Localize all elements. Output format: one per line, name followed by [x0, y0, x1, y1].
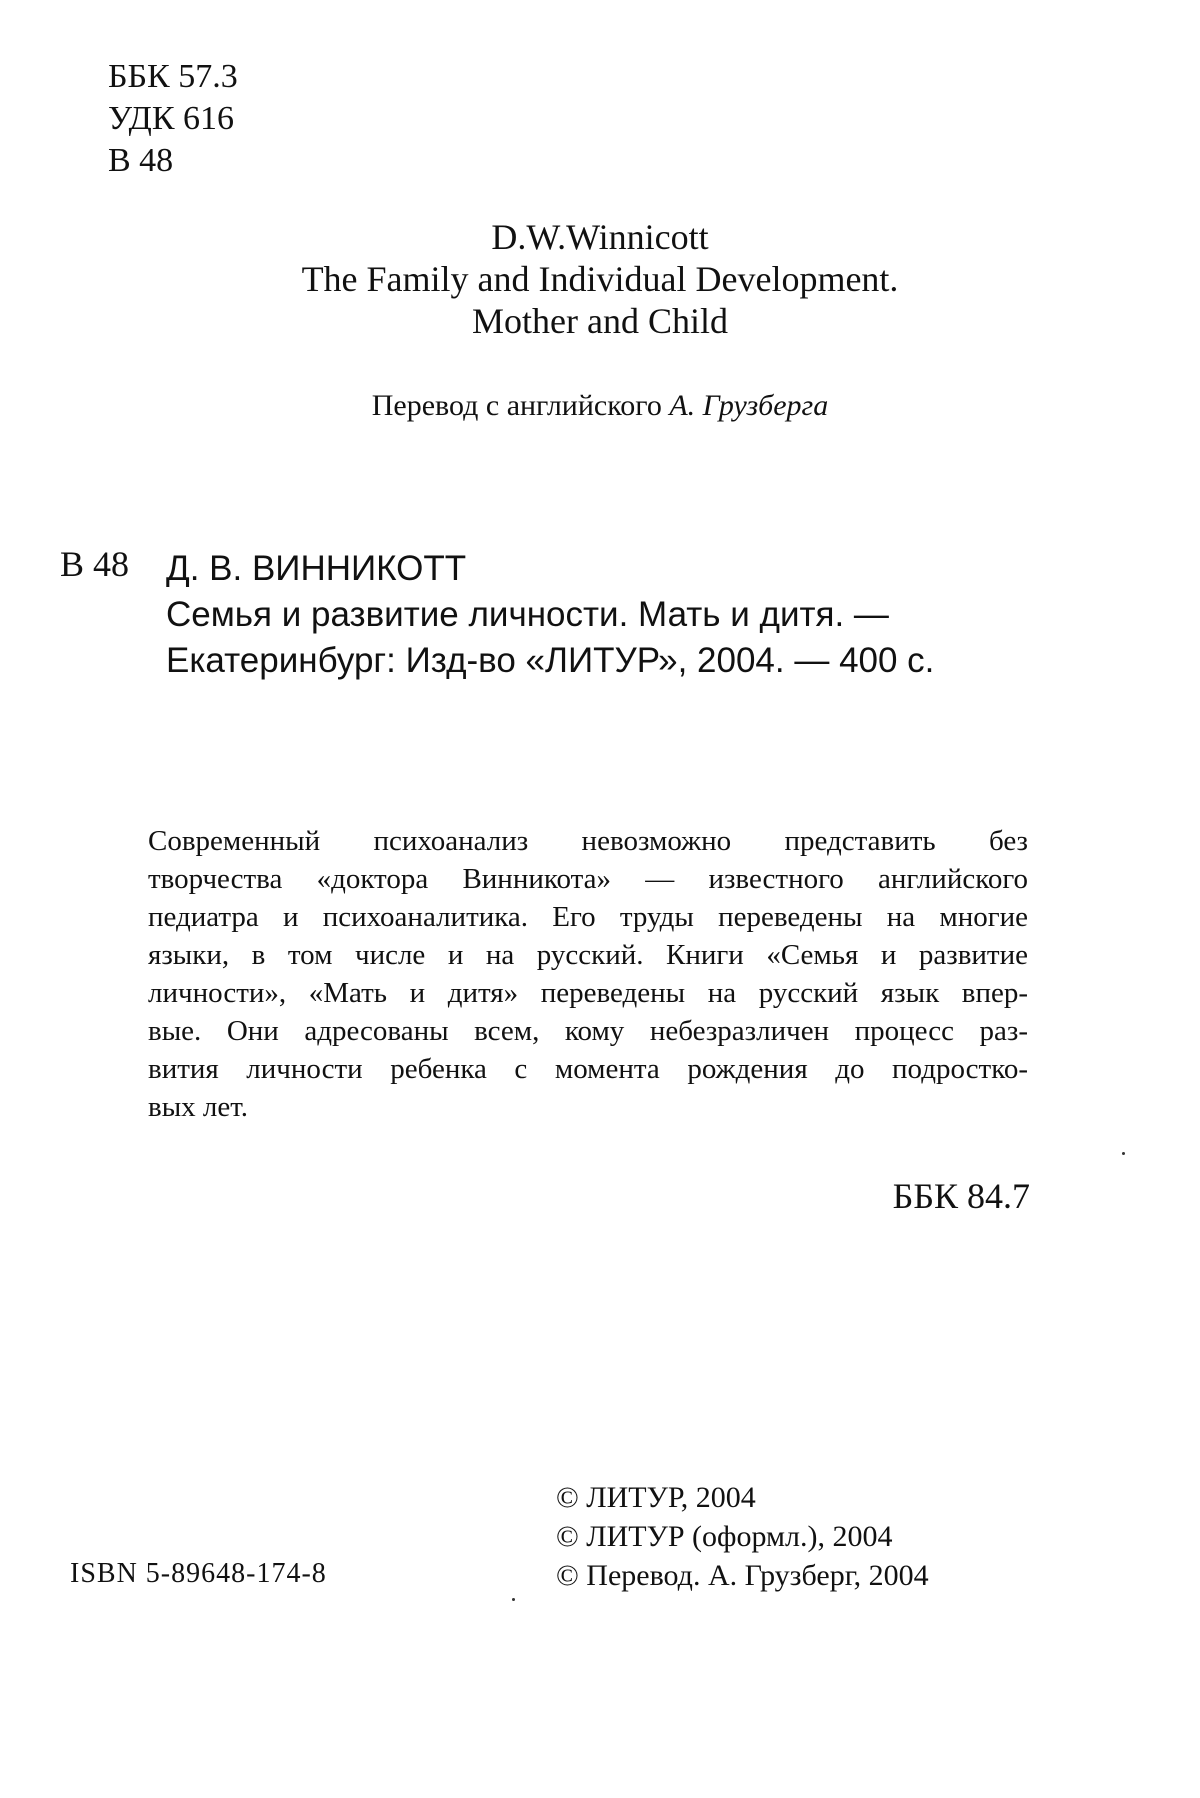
- translator-name: А. Грузберга: [669, 389, 828, 422]
- bibliographic-imprint: Екатеринбург: Изд-во «ЛИТУР», 2004. — 400 с.: [166, 638, 934, 684]
- udk-code: УДК 616: [108, 98, 238, 140]
- copyright-line-1: © ЛИТУР, 2004: [556, 1478, 929, 1517]
- isbn-number: ISBN 5-89648-174-8: [70, 1556, 327, 1592]
- original-title-line-2: Mother and Child: [0, 300, 1200, 342]
- original-title-block: [0, 216, 1200, 342]
- scan-speck: [512, 1598, 515, 1601]
- original-title-line-1: The Family and Individual Development.: [0, 258, 1200, 300]
- bbk-code: ББК 57.3: [108, 56, 238, 98]
- bibliographic-entry: [166, 546, 934, 684]
- bibliographic-title: Семья и развитие личности. Мать и дитя. —: [166, 592, 934, 638]
- author-mark: В 48: [108, 140, 238, 182]
- copyright-block: [556, 1478, 929, 1595]
- annotation-line: вития личности ребенка с момента рождения до подростко-: [148, 1050, 1028, 1088]
- annotation-line: педиатра и психоаналитика. Его труды переведены на многие: [148, 898, 1028, 936]
- bibliographic-author: Д. В. ВИННИКОТТ: [166, 546, 934, 592]
- bbk-code-right: ББК 84.7: [870, 1174, 1030, 1218]
- annotation-paragraph: [148, 822, 1028, 1126]
- scan-speck: [1122, 1152, 1125, 1155]
- classification-codes: [108, 56, 238, 182]
- copyright-line-3: © Перевод. А. Грузберг, 2004: [556, 1556, 929, 1595]
- annotation-line: вых лет.: [148, 1088, 1028, 1126]
- annotation-line: личности», «Мать и дитя» переведены на русский язык впер-: [148, 974, 1028, 1012]
- copyright-line-2: © ЛИТУР (оформл.), 2004: [556, 1517, 929, 1556]
- translation-prefix: Перевод с английского: [372, 389, 670, 422]
- annotation-line: Современный психоанализ невозможно представить без: [148, 822, 1028, 860]
- annotation-line: языки, в том числе и на русский. Книги «Семья и развитие: [148, 936, 1028, 974]
- translation-note: [0, 388, 1200, 424]
- bibliographic-code: В 48: [60, 542, 129, 586]
- annotation-line: творчества «доктора Винникота» — известного английского: [148, 860, 1028, 898]
- annotation-line: вые. Они адресованы всем, кому небезразличен процесс раз-: [148, 1012, 1028, 1050]
- original-author: D.W.Winnicott: [0, 216, 1200, 258]
